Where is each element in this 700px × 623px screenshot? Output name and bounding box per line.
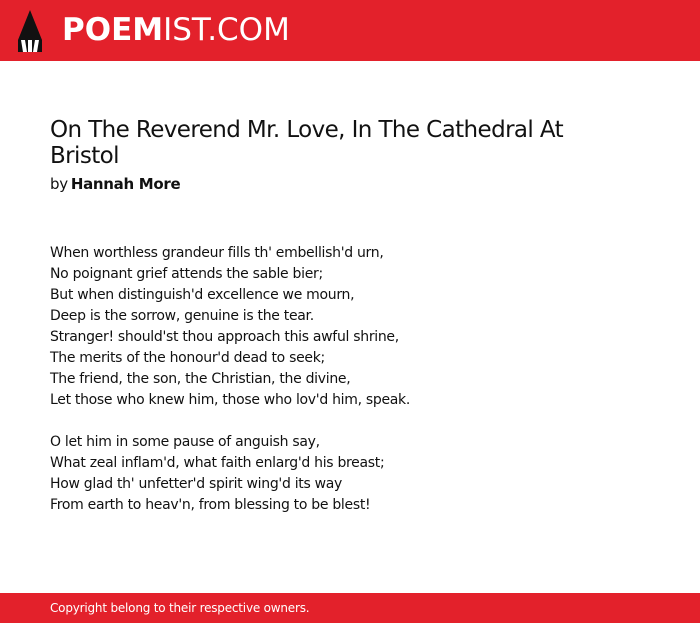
poem-line: But when distinguish'd excellence we mourn, — [50, 287, 355, 303]
poem-line: The merits of the honour'd dead to seek; — [50, 350, 325, 366]
site-logo[interactable] — [62, 12, 290, 48]
poem-body — [50, 243, 650, 537]
by-label: by — [50, 175, 68, 193]
stanza — [50, 432, 650, 516]
poem-line: Deep is the sorrow, genuine is the tear. — [50, 308, 314, 324]
poem-line: From earth to heav'n, from blessing to be blest! — [50, 497, 371, 513]
poem-line: What zeal inflam'd, what faith enlarg'd his breast; — [50, 455, 385, 471]
poem-line: Let those who knew him, those who lov'd him, speak. — [50, 392, 411, 408]
site-header — [0, 0, 700, 61]
author-name: Hannah More — [70, 175, 181, 193]
byline — [50, 174, 180, 194]
pencil-icon[interactable] — [18, 10, 42, 52]
poem-line: The friend, the son, the Christian, the divine, — [50, 371, 351, 387]
stanza — [50, 243, 650, 411]
poem-title: On The Reverend Mr. Love, In The Cathedral At Bristol — [50, 117, 564, 169]
poem-line: O let him in some pause of anguish say, — [50, 434, 320, 450]
poem-line: When worthless grandeur fills th' embellish'd urn, — [50, 245, 384, 261]
poem-line: How glad th' unfetter'd spirit wing'd its way — [50, 476, 343, 492]
logo-bold-text: POEM — [62, 12, 164, 48]
poem-line: Stranger! should'st thou approach this awful shrine, — [50, 329, 399, 345]
logo-light-text: IST.COM — [163, 12, 290, 48]
poem-line: No poignant grief attends the sable bier; — [50, 266, 323, 282]
copyright-text: Copyright belong to their respective owners. — [50, 601, 310, 615]
site-footer — [0, 593, 700, 623]
